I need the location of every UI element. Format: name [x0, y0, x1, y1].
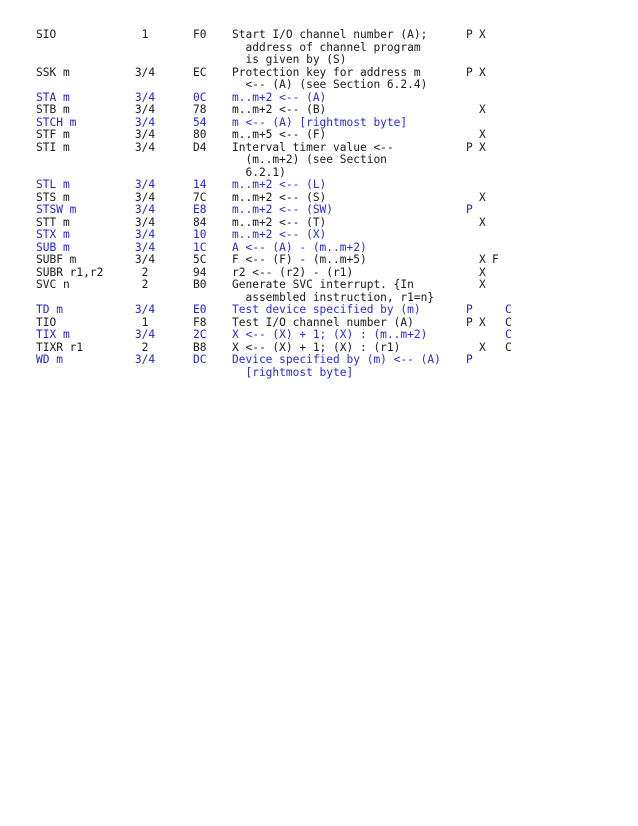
format: 3/4	[134, 228, 156, 241]
note-cc: C	[505, 328, 512, 341]
format: 3/4	[134, 103, 156, 116]
effect: A <-- (A) - (m..m+2)	[232, 240, 367, 254]
effect: m..m+2 <-- (L)	[232, 178, 327, 191]
mnemonic: TIXR r1	[36, 340, 84, 354]
instruction-table	[0, 29, 638, 379]
format: 3/4	[134, 353, 156, 366]
table-row	[0, 142, 638, 180]
mnemonic: SUBR r1,r2	[36, 265, 104, 279]
effect: m..m+5 <-- (F)	[232, 128, 327, 141]
opcode: DC	[193, 353, 207, 366]
mnemonic: STS m	[36, 190, 70, 204]
format: 3/4	[134, 140, 156, 154]
effect: Generate SVC interrupt. {In assembled instruction, r1=n}	[232, 278, 435, 304]
table-row	[0, 254, 638, 267]
table-row	[0, 229, 638, 242]
opcode: EC	[193, 65, 207, 79]
mnemonic: SUBF m	[36, 253, 77, 266]
mnemonic: TIO	[36, 315, 57, 329]
note-cc: C	[505, 303, 512, 316]
mnemonic: STT m	[36, 215, 70, 229]
note-xe: X	[479, 278, 486, 291]
note-privileged: P	[466, 315, 473, 329]
format: 3/4	[134, 215, 156, 229]
opcode: F0	[193, 28, 207, 41]
effect: m <-- (A) [rightmost byte]	[232, 115, 408, 129]
effect: Test device specified by (m)	[232, 303, 421, 316]
note-cc: C	[505, 340, 512, 354]
table-row	[0, 104, 638, 117]
format: 2	[141, 278, 149, 291]
effect: Test I/O channel number (A)	[232, 315, 414, 329]
opcode: E0	[193, 303, 207, 316]
format: 3/4	[134, 190, 156, 204]
format: 3/4	[134, 240, 156, 254]
format: 3/4	[134, 203, 156, 216]
note-privileged: P	[466, 140, 473, 154]
effect: m..m+2 <-- (S)	[232, 190, 327, 204]
note-xe: X	[479, 190, 486, 204]
mnemonic: STA m	[36, 90, 70, 104]
effect: m..m+2 <-- (A)	[232, 90, 327, 104]
note-cc: C	[505, 315, 512, 329]
note-privileged: P	[466, 353, 473, 366]
note-privileged: P	[466, 303, 473, 316]
format: 3/4	[134, 253, 156, 266]
format: 3/4	[134, 115, 156, 129]
mnemonic: STL m	[36, 178, 70, 191]
opcode: 78	[193, 103, 207, 116]
effect: m..m+2 <-- (T)	[232, 215, 327, 229]
effect: r2 <-- (r2) - (r1)	[232, 265, 354, 279]
effect: X <-- (X) + 1; (X) : (m..m+2)	[232, 328, 428, 341]
note-xe: X	[479, 28, 486, 41]
opcode: 2C	[193, 328, 207, 341]
note-xe: X	[479, 265, 486, 279]
opcode: F8	[193, 315, 207, 329]
format: 3/4	[134, 328, 156, 341]
mnemonic: TD m	[36, 303, 63, 316]
table-row	[0, 67, 638, 92]
mnemonic: SUB m	[36, 240, 70, 254]
opcode: 1C	[193, 240, 207, 254]
note-privileged: P	[466, 203, 473, 216]
mnemonic: SIO	[36, 28, 57, 41]
mnemonic: TIX m	[36, 328, 70, 341]
note-privileged: P	[466, 65, 473, 79]
opcode: 94	[193, 265, 207, 279]
opcode: B8	[193, 340, 207, 354]
format: 3/4	[134, 303, 156, 316]
table-row	[0, 179, 638, 192]
table-row	[0, 279, 638, 304]
opcode: 54	[193, 115, 207, 129]
note-xe: X	[479, 253, 486, 266]
note-privileged: P	[466, 28, 473, 41]
mnemonic: WD m	[36, 353, 63, 366]
opcode: E8	[193, 203, 207, 216]
effect: m..m+2 <-- (SW)	[232, 203, 334, 216]
format: 3/4	[134, 65, 156, 79]
table-row	[0, 304, 638, 317]
format: 1	[141, 315, 149, 329]
opcode: 14	[193, 178, 207, 191]
table-row	[0, 129, 638, 142]
mnemonic: STCH m	[36, 115, 77, 129]
format: 1	[141, 28, 149, 41]
opcode: D4	[193, 140, 207, 154]
opcode: 5C	[193, 253, 207, 266]
note-xe: X	[479, 103, 486, 116]
opcode: B0	[193, 278, 207, 291]
effect: X <-- (X) + 1; (X) : (r1)	[232, 340, 401, 354]
format: 2	[141, 265, 149, 279]
effect: m..m+2 <-- (X)	[232, 228, 327, 241]
opcode: 7C	[193, 190, 207, 204]
effect: Protection key for address m <-- (A) (see Section 6.2.4)	[232, 65, 428, 91]
mnemonic: STF m	[36, 128, 70, 141]
effect: m..m+2 <-- (B)	[232, 103, 327, 116]
mnemonic: SVC n	[36, 278, 70, 291]
format: 3/4	[134, 90, 156, 104]
note-xe: X	[479, 315, 486, 329]
opcode: 84	[193, 215, 207, 229]
note-xe: X	[479, 65, 486, 79]
format: 3/4	[134, 178, 156, 191]
mnemonic: STB m	[36, 103, 70, 116]
mnemonic: SSK m	[36, 65, 70, 79]
mnemonic: STX m	[36, 228, 70, 241]
effect: Interval timer value <-- (m..m+2) (see Section 6.2.1)	[232, 140, 394, 179]
mnemonic: STI m	[36, 140, 70, 154]
effect: Start I/O channel number (A); address of channel program is given by (S)	[232, 28, 428, 66]
table-row	[0, 204, 638, 217]
table-row	[0, 354, 638, 379]
note-xe: X	[479, 215, 486, 229]
opcode: 10	[193, 228, 207, 241]
note-xe: X	[479, 340, 486, 354]
note-xe: X	[479, 140, 486, 154]
effect: Device specified by (m) <-- (A) [rightmost byte]	[232, 353, 441, 379]
opcode: 0C	[193, 90, 207, 104]
effect: F <-- (F) - (m..m+5)	[232, 253, 367, 266]
opcode: 80	[193, 128, 207, 141]
format: 3/4	[134, 128, 156, 141]
mnemonic: STSW m	[36, 203, 77, 216]
note-xe: X	[479, 128, 486, 141]
note-float: F	[492, 253, 499, 266]
table-row	[0, 29, 638, 67]
format: 2	[141, 340, 149, 354]
table-row	[0, 329, 638, 342]
